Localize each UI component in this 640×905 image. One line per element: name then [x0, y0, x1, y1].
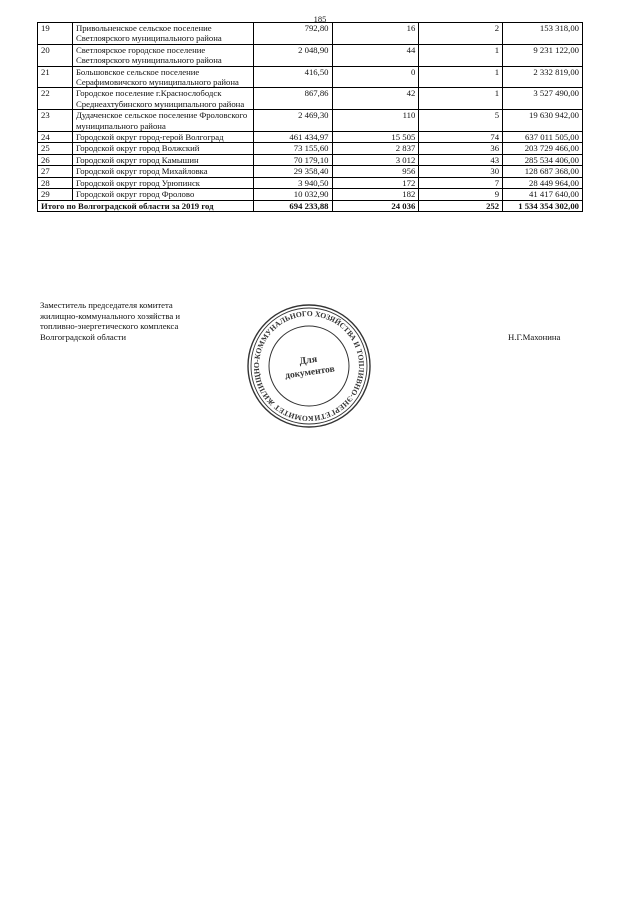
row-population: 2 837 — [332, 143, 419, 154]
row-number: 20 — [38, 44, 73, 66]
row-name: Большовское сельское поселение Серафимовичского муниципального района — [72, 66, 253, 88]
row-name: Городской округ город-герой Волгоград — [72, 132, 253, 143]
row-sum: 285 534 406,00 — [503, 154, 583, 165]
table-row — [38, 66, 583, 88]
row-count: 7 — [419, 177, 503, 188]
row-population: 42 — [332, 88, 419, 110]
signer-name: Н.Г.Махонина — [508, 332, 561, 342]
table-row — [38, 23, 583, 45]
row-population: 182 — [332, 189, 419, 200]
row-name: Городское поселение г.Краснослободск Среднеахтубинского муниципального района — [72, 88, 253, 110]
row-population: 172 — [332, 177, 419, 188]
row-population: 0 — [332, 66, 419, 88]
row-sum: 637 011 505,00 — [503, 132, 583, 143]
row-area: 73 155,60 — [253, 143, 332, 154]
row-number: 26 — [38, 154, 73, 165]
stamp-line-1: Для — [298, 353, 318, 368]
row-population: 3 012 — [332, 154, 419, 165]
row-count: 5 — [419, 110, 503, 132]
row-population: 110 — [332, 110, 419, 132]
row-count: 1 — [419, 88, 503, 110]
row-sum: 19 630 942,00 — [503, 110, 583, 132]
stamp-ring-text: КОМИТЕТ ЖИЛИЩНО-КОММУНАЛЬНОГО ХОЗЯЙСТВА И ТОПЛИВНО-ЭНЕРГЕТИЧЕСКОГО — [251, 308, 367, 424]
row-count: 36 — [419, 143, 503, 154]
row-area: 29 358,40 — [253, 166, 332, 177]
row-area: 10 032,90 — [253, 189, 332, 200]
row-sum: 28 449 964,00 — [503, 177, 583, 188]
table-row — [38, 154, 583, 165]
row-name: Городской округ город Камышин — [72, 154, 253, 165]
table-row — [38, 132, 583, 143]
row-sum: 2 332 819,00 — [503, 66, 583, 88]
row-number: 23 — [38, 110, 73, 132]
row-name: Городской округ город Волжский — [72, 143, 253, 154]
row-sum: 128 687 368,00 — [503, 166, 583, 177]
row-number: 28 — [38, 177, 73, 188]
signature-block — [40, 300, 180, 342]
total-sum: 1 534 354 302,00 — [503, 200, 583, 211]
row-area: 461 434,97 — [253, 132, 332, 143]
total-count: 252 — [419, 200, 503, 211]
row-sum: 3 527 490,00 — [503, 88, 583, 110]
row-count: 1 — [419, 44, 503, 66]
row-number: 19 — [38, 23, 73, 45]
signature-line-1: Заместитель председателя комитета — [40, 300, 173, 310]
row-number: 22 — [38, 88, 73, 110]
official-stamp — [246, 303, 372, 429]
total-population: 24 036 — [332, 200, 419, 211]
table-row — [38, 110, 583, 132]
row-number: 27 — [38, 166, 73, 177]
signature-line-4: Волгоградской области — [40, 331, 127, 342]
table-row — [38, 88, 583, 110]
row-name: Городской округ город Михайловка — [72, 166, 253, 177]
row-count: 9 — [419, 189, 503, 200]
row-sum: 9 231 122,00 — [503, 44, 583, 66]
row-count: 74 — [419, 132, 503, 143]
stamp-line-2: документов — [284, 364, 336, 382]
row-sum: 203 729 466,00 — [503, 143, 583, 154]
row-population: 44 — [332, 44, 419, 66]
table-row — [38, 177, 583, 188]
row-sum: 41 417 640,00 — [503, 189, 583, 200]
row-count: 1 — [419, 66, 503, 88]
row-count: 43 — [419, 154, 503, 165]
table-row — [38, 166, 583, 177]
row-name: Светлоярское городское поселение Светлоярского муниципального района — [72, 44, 253, 66]
table-row — [38, 143, 583, 154]
row-name: Городской округ город Урюпинск — [72, 177, 253, 188]
row-count: 30 — [419, 166, 503, 177]
table-row — [38, 189, 583, 200]
row-area: 70 179,10 — [253, 154, 332, 165]
row-area: 2 048,90 — [253, 44, 332, 66]
row-count: 2 — [419, 23, 503, 45]
row-number: 24 — [38, 132, 73, 143]
row-area: 416,50 — [253, 66, 332, 88]
page-number: 185 — [313, 14, 327, 24]
total-row — [38, 200, 583, 211]
row-area: 792,80 — [253, 23, 332, 45]
row-name: Дудаченское сельское поселение Фроловского муниципального района — [72, 110, 253, 132]
total-area: 694 233,88 — [253, 200, 332, 211]
row-area: 2 469,30 — [253, 110, 332, 132]
row-sum: 153 318,00 — [503, 23, 583, 45]
row-number: 21 — [38, 66, 73, 88]
row-number: 29 — [38, 189, 73, 200]
table-row — [38, 44, 583, 66]
row-population: 956 — [332, 166, 419, 177]
row-number: 25 — [38, 143, 73, 154]
total-label: Итого по Волгоградской области за 2019 год — [38, 200, 254, 211]
row-name: Городской округ город Фролово — [72, 189, 253, 200]
row-population: 15 505 — [332, 132, 419, 143]
signature-line-3: топливно-энергетического комплекса — [40, 321, 179, 331]
row-area: 867,86 — [253, 88, 332, 110]
data-table — [37, 22, 583, 212]
row-area: 3 940,50 — [253, 177, 332, 188]
row-population: 16 — [332, 23, 419, 45]
signature-line-2: жилищно-коммунального хозяйства и — [40, 310, 180, 321]
row-name: Привольненское сельское поселение Светлоярского муниципального района — [72, 23, 253, 45]
